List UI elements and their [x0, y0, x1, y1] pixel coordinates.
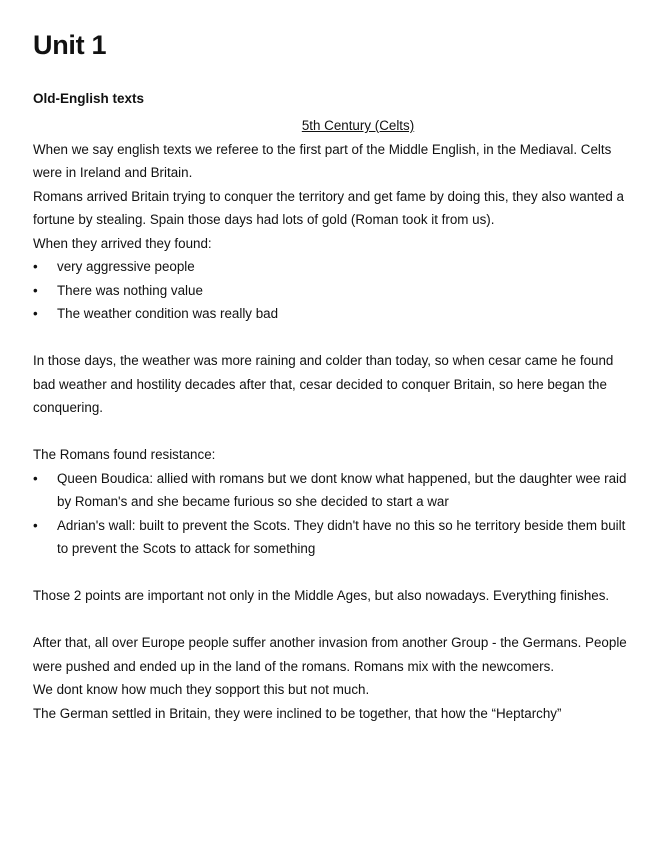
- bullet-icon: •: [33, 306, 38, 321]
- list-item: [33, 279, 633, 303]
- section-heading: Old-English texts: [33, 91, 145, 106]
- page-title: Unit 1: [33, 30, 107, 60]
- list-item: [33, 514, 633, 561]
- spacer: [33, 326, 633, 350]
- list-item-text: Adrian's wall: built to prevent the Scots. They didn't have no this so he territory beside them built to prevent the Scots to attack for something: [57, 517, 626, 556]
- bullet-icon: •: [33, 282, 38, 298]
- list-item: [33, 467, 633, 514]
- found-list: [33, 255, 633, 326]
- list-item: [33, 255, 633, 279]
- list-item-text: Queen Boudica: allied with romans but we dont know what happened, but the daughter wee raid by Roman's and she became furious so she decided to start a war: [57, 470, 627, 509]
- paragraph: The Romans found resistance:: [33, 447, 216, 462]
- bullet-icon: •: [33, 470, 38, 486]
- paragraph: In those days, the weather was more raining and colder than today, so when cesar came he found bad weather and hostility decades after that, cesar decided to conquer Britain, so here began the conquering.: [33, 353, 614, 415]
- bullet-icon: •: [33, 259, 38, 274]
- bullet-icon: •: [33, 517, 38, 533]
- paragraph: When they arrived they found:: [33, 235, 212, 251]
- paragraph: The German settled in Britain, they were inclined to be together, that how the “Heptarchy”: [33, 705, 562, 721]
- list-item-text: very aggressive people: [57, 259, 195, 274]
- spacer: [33, 420, 633, 444]
- document-body: [33, 114, 633, 725]
- spacer: [33, 561, 633, 585]
- resistance-list: [33, 467, 633, 561]
- paragraph: When we say english texts we referee to the first part of the Middle English, in the Mediaval. Celts were in Ireland and Britain.: [33, 141, 612, 180]
- list-item-text: The weather condition was really bad: [57, 306, 279, 321]
- paragraph: After that, all over Europe people suffer another invasion from another Group - the Germans. People were pushed and ended up in the land of the romans. Romans mix with the newcomers.: [33, 635, 627, 674]
- list-item-text: There was nothing value: [57, 282, 203, 298]
- paragraph: We dont know how much they sopport this but not much.: [33, 682, 370, 697]
- subtitle: 5th Century (Celts): [301, 118, 415, 133]
- paragraph: Romans arrived Britain trying to conquer the territory and get fame by doing this, they also wanted a fortune by stealing. Spain those days had lots of gold (Roman took it from us).: [33, 188, 624, 227]
- paragraph: Those 2 points are important not only in the Middle Ages, but also nowadays. Everything finishes.: [33, 588, 610, 603]
- spacer: [33, 608, 633, 632]
- list-item: [33, 302, 633, 326]
